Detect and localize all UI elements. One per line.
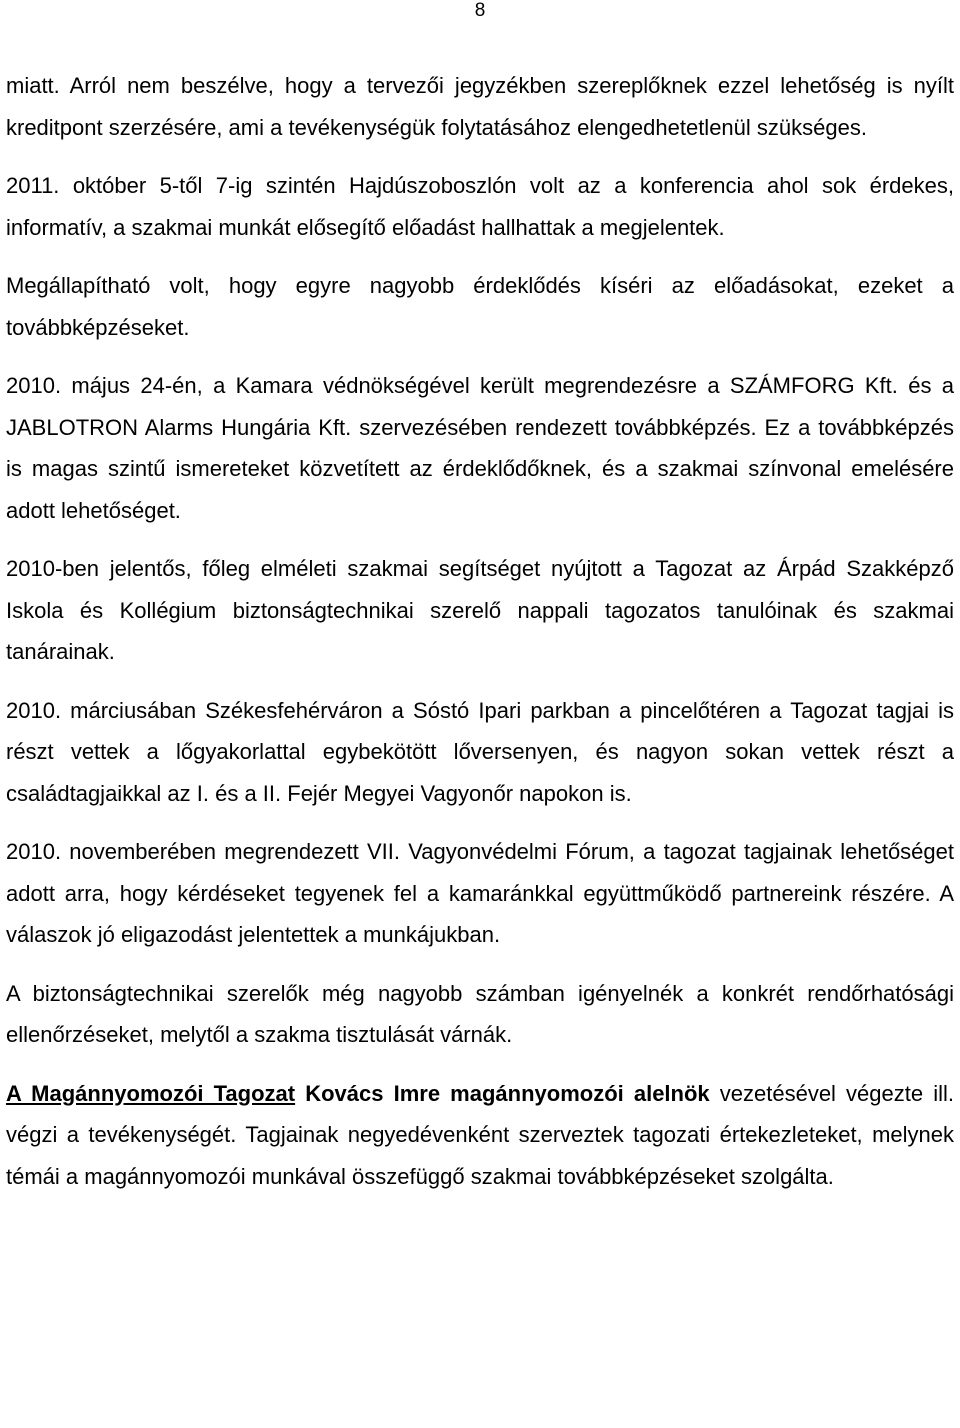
paragraph-5: 2010-ben jelentős, főleg elméleti szakmai segítséget nyújtott a Tagozat az Árpád Szakképző Iskola és Kollégium biztonságtechnikai szerelő nappali tagozatos tanulóinak és szakmai tanárainak.	[6, 556, 954, 664]
document-body	[6, 65, 954, 1214]
paragraph-4: 2010. május 24-én, a Kamara védnökségével került megrendezésre a SZÁMFORG Kft. és a JABLOTRON Alarms Hungária Kft. szervezésében rendezett továbbképzés. Ez a továbbképzés is magas szintű ismereteket közvetített az érdeklődőknek, és a szakmai színvonal emelésére adott lehetőséget.	[6, 373, 954, 523]
leader-name: Kovács Imre magánnyomozói alelnök	[305, 1080, 710, 1106]
heading-space	[295, 1081, 305, 1106]
paragraph-2: 2011. október 5-től 7-ig szintén Hajdúszoboszlón volt az a konferencia ahol sok érdekes, informatív, a szakmai munkát elősegítő előadást hallhattak a megjelentek.	[6, 173, 954, 240]
paragraph-7: 2010. novemberében megrendezett VII. Vagyonvédelmi Fórum, a tagozat tagjainak lehetőséget adott arra, hogy kérdéseket tegyenek fel a kamaránkkal együttműködő partnereink részére. A válaszok jó eligazodást jelentettek a munkájukban.	[6, 839, 954, 947]
paragraph-9	[6, 1073, 954, 1198]
paragraph-9-text: vezetésével végezte ill. végzi a tevékenységét. Tagjainak negyedévenként szerveztek tagozati értekezleteket, melynek témái a magánnyomozói munkával összefüggő szakmai továbbképzéseket szolgálta.	[6, 1080, 954, 1189]
paragraph-6: 2010. márciusában Székesfehérváron a Sóstó Ipari parkban a pincelőtéren a Tagozat tagjai is részt vettek a lőgyakorlattal egybekötött lőversenyen, és nagyon sokan vettek részt a családtagjaikkal az I. és a II. Fejér Megyei Vagyonőr napokon is.	[6, 697, 954, 806]
page-number: 8	[474, 0, 486, 21]
paragraph-8: A biztonságtechnikai szerelők még nagyobb számban igényelnék a konkrét rendőrhatósági ellenőrzéseket, melytől a szakma tisztulását várnák.	[6, 980, 954, 1047]
paragraph-3: Megállapítható volt, hogy egyre nagyobb érdeklődés kíséri az előadásokat, ezeket a továbbképzéseket.	[6, 273, 954, 340]
paragraph-1: miatt. Arról nem beszélve, hogy a tervezői jegyzékben szereplőknek ezzel lehetőség is nyílt kreditpont szerzésére, ami a tevékenységük folytatásához elengedhetetlenül szükséges.	[6, 73, 954, 140]
tagozat-heading: A Magánnyomozói Tagozat	[6, 1080, 296, 1106]
